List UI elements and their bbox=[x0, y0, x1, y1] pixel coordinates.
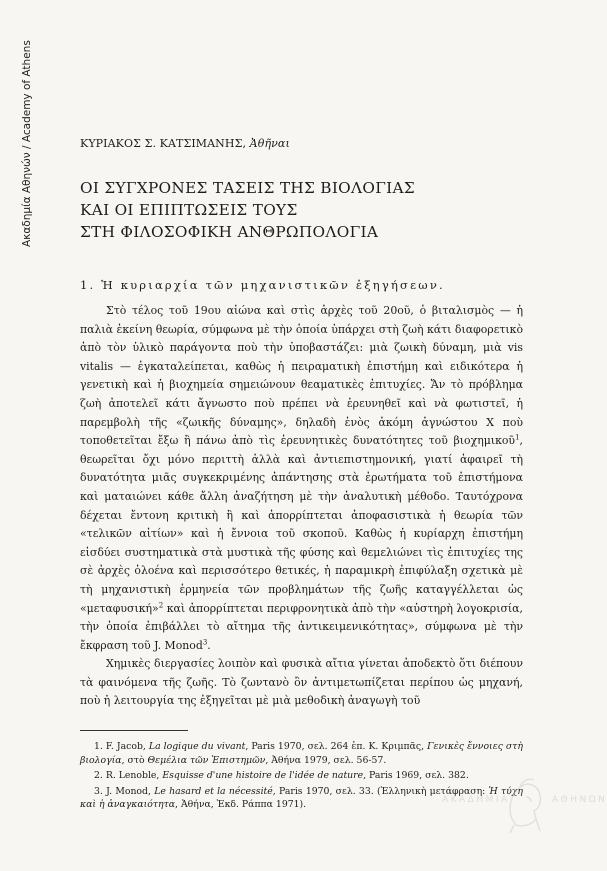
author-place: Ἀθῆναι bbox=[246, 137, 290, 150]
footnote-ref-2: 2 bbox=[158, 600, 164, 609]
title-line-1: ΟΙ ΣΥΓΧΡΟΝΕΣ ΤΑΣΕΙΣ ΤΗΣ ΒΙΟΛΟΓΙΑΣ bbox=[80, 179, 415, 197]
watermark-text-left: ΑΚΑΔΗΜΙΑ bbox=[442, 795, 510, 805]
footnote-1: 1. F. Jacob, La logique du vivant, Paris 1970, σελ. 264 ἑπ. Κ. Κριμπᾶς, Γενικὲς ἔννοιες στὴ βιολογία, στὸ Θεμέλια τῶν Ἐπιστημῶν, Ἀθήνα 1979, σελ. 56-57. bbox=[80, 741, 523, 766]
footnote-3: 3. J. Monod, Le hasard et la nécessité, Paris 1970, σελ. 33. (Ἑλληνικὴ μετάφραση: Ἡ τύχη καὶ ἡ ἀναγκαιότητα, Ἀθήνα, Ἐκδ. Ράππα 1971). bbox=[80, 785, 523, 811]
paragraph-1: Στὸ τέλος τοῦ 19ου αἰώνα καὶ στὶς ἀρχὲς τοῦ 20οῦ, ὁ βιταλισμὸς — ἡ παλιὰ ἐκείνη θεωρία, σύμφωνα μὲ τὴν ὁποία ὑπάρχει στὴ ζωὴ κάτι διαφορετικὸ ἀπὸ τὸν ὑλικὸ παράγοντα ποὺ τὴν ὑποβαστάζει: μιὰ ζωικὴ δύναμη, μιὰ vis vitalis — ἐγκαταλείπεται, καθὼς ἡ πειραματικὴ ἐπιστήμη καὶ ειδικότερα ἡ γενετικὴ καὶ ἡ βιοχημεία σημειώνουν θεαματικὲς ἐπιτυχίες. Ἄν τὸ πρόβλημα ζωὴ ἀποτελεῖ κάτι ἄγνωστο ποὺ πρέπει νὰ ἐρευνηθεῖ καὶ νὰ φωτιστεῖ, ἡ παρεμβολὴ τῆς «ζωικῆς δύναμης», δηλαδὴ ἑνὸς ἀκόμη ἀγνώστου Χ ποὺ τοποθετεῖται ἔξω ἢ πάνω ἀπὸ τὶς ἐρευνητικὲς δυνατότητες τοῦ βιοχημικοῦ$^1$, θεωρεῖται ὄχι μόνο περιττὴ ἀλλὰ καὶ ἀντιεπιστημονική, γιατί ἀφαιρεῖ τὴ δυνατότητα μιᾶς συγκεκριμένης ἀπάντησης στὰ ἐρωτήματα τοῦ ἐπιστήμονα καὶ ματαιώνει κάθε ἄλλη ἀναζήτηση μὲ τὴν ἀναλυτικὴ μέθοδο. Ταυτόχρονα δέχεται ἔντονη κριτικὴ ἢ καὶ ἀπορρίπτεται ἀποφασιστικὰ ἡ θεωρία τῶν «τελικῶν αἰτίων» καὶ ἡ ἔννοια τοῦ σκοποῦ. Καθὼς ἡ κυρίαρχη ἐπιστήμη εἰσδύει συστηματικὰ στὰ μυστικὰ τῆς φύσης καὶ θεμελιώνει τὶς ἐπιτυχίες της σὲ ἀρχὲς ὁλοένα καὶ περισσότερο θετικές, ἡ παραμικρὴ ἐπιφύλαξη σχετικὰ μὲ τὴ μηχανιστικὴ ἑρμηνεία τῶν προβλημάτων τῆς ζωῆς καταγγέλλεται ὡς «μεταφυσική»$^2$ καὶ ἀπορρίπτεται περιφρονητικὰ ἀπὸ τὴν «αὐστηρὴ λογοκρισία, τὴν ὁποία ἐπιβάλλει τὸ αἴτημα τῆς ἀντικειμενικότητας», σύμφωνα μὲ τὴν ἔκφραση τοῦ J. Monod$^3$. bbox=[80, 304, 523, 652]
footnote-ref-3: 3 bbox=[202, 638, 208, 647]
watermark-text-right: ΑΘΗΝΩΝ bbox=[552, 795, 607, 805]
title-line-3: ΣΤΗ ΦΙΛΟΣΟΦΙΚΗ ΑΝΘΡΩΠΟΛΟΓΙΑ bbox=[80, 223, 379, 241]
footnote-2: 2. R. Lenoble, Esquisse d'une histoire de l'idée de nature, Paris 1969, σελ. 382. bbox=[94, 770, 469, 782]
body-text bbox=[80, 302, 523, 711]
academy-watermark bbox=[440, 775, 607, 845]
archive-side-note: Ακαδημία Αθηνών / Academy of Athens bbox=[21, 40, 33, 247]
athena-head-icon bbox=[502, 775, 546, 835]
section-heading: 1. Ἡ κυριαρχία τῶν μηχανιστικῶν ἐξηγήσεων. bbox=[80, 278, 445, 292]
article-title bbox=[80, 177, 415, 243]
author-line bbox=[80, 137, 290, 150]
title-line-2: ΚΑΙ ΟΙ ΕΠΙΠΤΩΣΕΙΣ ΤΟΥΣ bbox=[80, 201, 298, 219]
footnote-ref-1: 1 bbox=[515, 433, 520, 442]
footnote-rule bbox=[80, 730, 188, 731]
author-name: ΚΥΡΙΑΚΟΣ Σ. ΚΑΤΣΙΜΑΝΗΣ, bbox=[80, 137, 247, 150]
paragraph-2: Χημικὲς διεργασίες λοιπὸν καὶ φυσικὰ αἴτια γίνεται ἀποδεκτὸ ὅτι διέπουν τὰ φαινόμενα τῆς ζωῆς. Τὸ ζωντανὸ ὂν ἀντιμετωπίζεται περίπου ὡς μηχανή, ποὺ ἡ λειτουργία της ἐξηγεῖται μὲ μιὰ μεθοδικὴ ἀναγωγὴ τοῦ bbox=[80, 657, 523, 708]
